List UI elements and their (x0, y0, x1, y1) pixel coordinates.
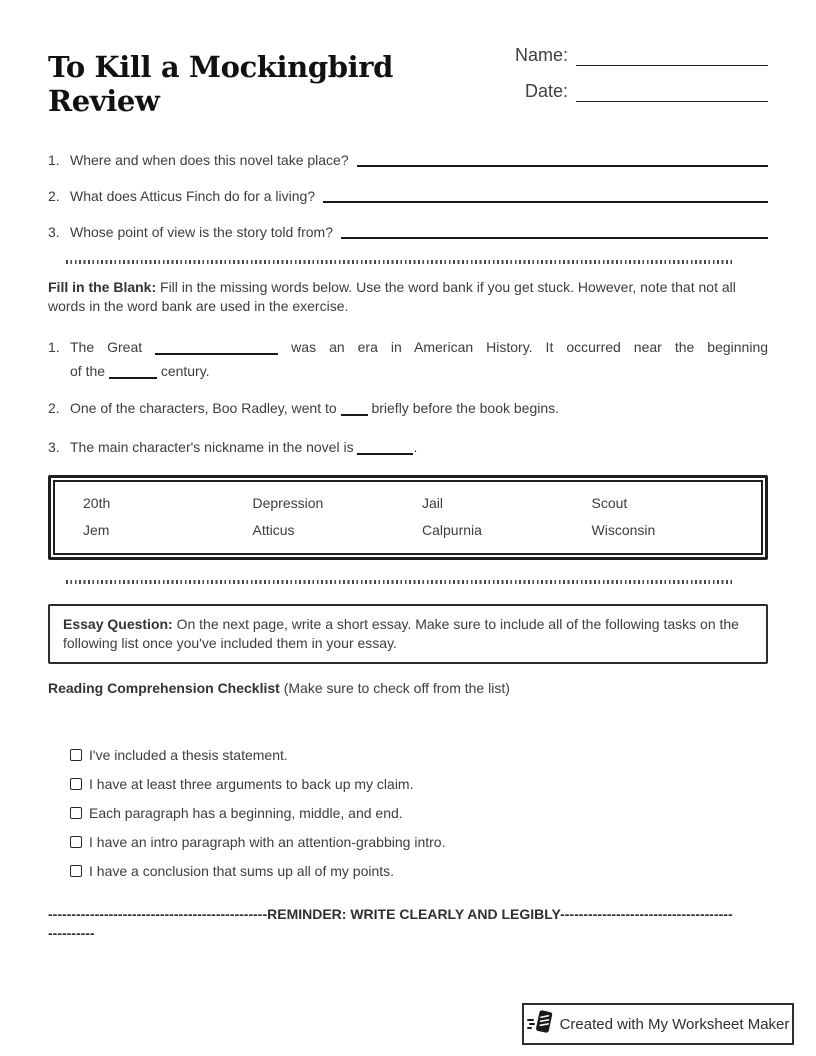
blank-field[interactable] (357, 443, 413, 455)
word-bank-word: 20th (83, 495, 111, 511)
dotted-divider (66, 260, 734, 264)
credit-badge[interactable] (522, 1003, 794, 1045)
item-line-1 (70, 338, 768, 357)
item-text: was an era in American History. It occurred near the beginning (291, 339, 769, 355)
question-number: 2. (48, 188, 60, 204)
answer-line[interactable] (357, 153, 768, 167)
checkbox-icon[interactable] (70, 749, 82, 761)
fill-in-blank-instructions: Fill in the missing words below. Use the word bank if you get stuck. However, note that not all words in the word bank are used in the exercise. (48, 279, 736, 314)
essay-question-box (48, 604, 768, 664)
credit-text: Created with My Worksheet Maker (559, 1015, 790, 1033)
item-content (70, 438, 768, 457)
name-input-line[interactable] (576, 44, 768, 66)
item-text: The main character's nickname in the novel is (70, 439, 354, 455)
reminder (48, 905, 768, 943)
essay-heading: Essay Question: (63, 616, 173, 632)
item-number: 3. (48, 439, 60, 455)
checklist-heading-note: (Make sure to check off from the list) (279, 680, 510, 696)
fill-in-blank-intro (48, 278, 768, 316)
date-input-line[interactable] (576, 80, 768, 102)
checklist (70, 746, 768, 879)
blank-field[interactable] (341, 404, 368, 416)
blank-field[interactable] (109, 367, 157, 379)
checklist-item-label: Each paragraph has a beginning, middle, and end. (89, 804, 403, 821)
checklist-item-label: I have an intro paragraph with an attention-grabbing intro. (89, 833, 446, 850)
word-bank-word: Wisconsin (591, 522, 656, 538)
word-bank-word: Atticus (252, 522, 295, 538)
checkbox-icon[interactable] (70, 807, 82, 819)
header (48, 44, 768, 118)
dotted-divider (66, 580, 734, 584)
name-date-block (512, 44, 768, 116)
short-answer-section (48, 152, 768, 240)
blank-field[interactable] (155, 343, 278, 355)
checklist-item-label: I have at least three arguments to back up my claim. (89, 775, 414, 792)
question-number: 1. (48, 152, 60, 168)
date-row (512, 80, 768, 102)
item-content (70, 399, 768, 418)
checklist-item-label: I've included a thesis statement. (89, 746, 288, 763)
item-text: century. (160, 363, 210, 379)
checklist-heading (48, 680, 768, 696)
essay-text: On the next page, write a short essay. Make sure to include all of the following tasks on the following list once you've included them in your essay. (63, 616, 739, 651)
word-bank-box (48, 475, 768, 560)
word-bank-grid (53, 480, 763, 555)
worksheet-maker-logo-icon (527, 1007, 553, 1042)
word-bank-word: Jem (83, 522, 110, 538)
item-text: briefly before the book begins. (371, 400, 560, 416)
fill-in-blank-item (48, 438, 768, 457)
fill-in-blank-item (48, 399, 768, 418)
answer-line[interactable] (323, 189, 768, 203)
item-number: 1. (48, 339, 60, 355)
word-bank-word: Depression (252, 495, 324, 511)
question-number: 3. (48, 224, 60, 240)
word-bank-word: Scout (591, 495, 628, 511)
item-content (70, 338, 768, 381)
answer-line[interactable] (341, 225, 768, 239)
checkbox-icon[interactable] (70, 778, 82, 790)
checkbox-icon[interactable] (70, 865, 82, 877)
checklist-item (70, 862, 768, 879)
question-row (48, 188, 768, 204)
item-line-2 (70, 362, 768, 381)
reminder-line-2: ---------- (48, 925, 95, 941)
question-row (48, 152, 768, 168)
item-text: The Great (70, 339, 143, 355)
date-label: Date: (524, 81, 568, 101)
checklist-item-label: I have a conclusion that sums up all of my points. (89, 862, 395, 879)
fill-in-blank-heading: Fill in the Blank: (48, 279, 157, 295)
word-bank-word: Jail (422, 495, 444, 511)
checklist-item (70, 804, 768, 821)
checklist-item (70, 775, 768, 792)
question-text: What does Atticus Finch do for a living? (70, 188, 316, 204)
item-text: . (413, 439, 418, 455)
reminder-line-1: -----------------------------------------------REMINDER: WRITE CLEARLY AND LEGIBLY------------------------------------- (48, 906, 733, 922)
item-text: of the (70, 363, 106, 379)
question-text: Whose point of view is the story told from? (70, 224, 333, 240)
checklist-heading-bold: Reading Comprehension Checklist (48, 680, 280, 696)
checklist-item (70, 833, 768, 850)
page-title: To Kill a Mockingbird Review (48, 50, 393, 118)
name-row (512, 44, 768, 66)
checklist-item (70, 746, 768, 763)
item-text: One of the characters, Boo Radley, went to (70, 400, 337, 416)
fill-in-blank-item (48, 338, 768, 381)
word-bank-word: Calpurnia (422, 522, 482, 538)
checkbox-icon[interactable] (70, 836, 82, 848)
name-label: Name: (514, 45, 568, 65)
question-row (48, 224, 768, 240)
item-number: 2. (48, 400, 60, 416)
question-text: Where and when does this novel take place? (70, 152, 349, 168)
